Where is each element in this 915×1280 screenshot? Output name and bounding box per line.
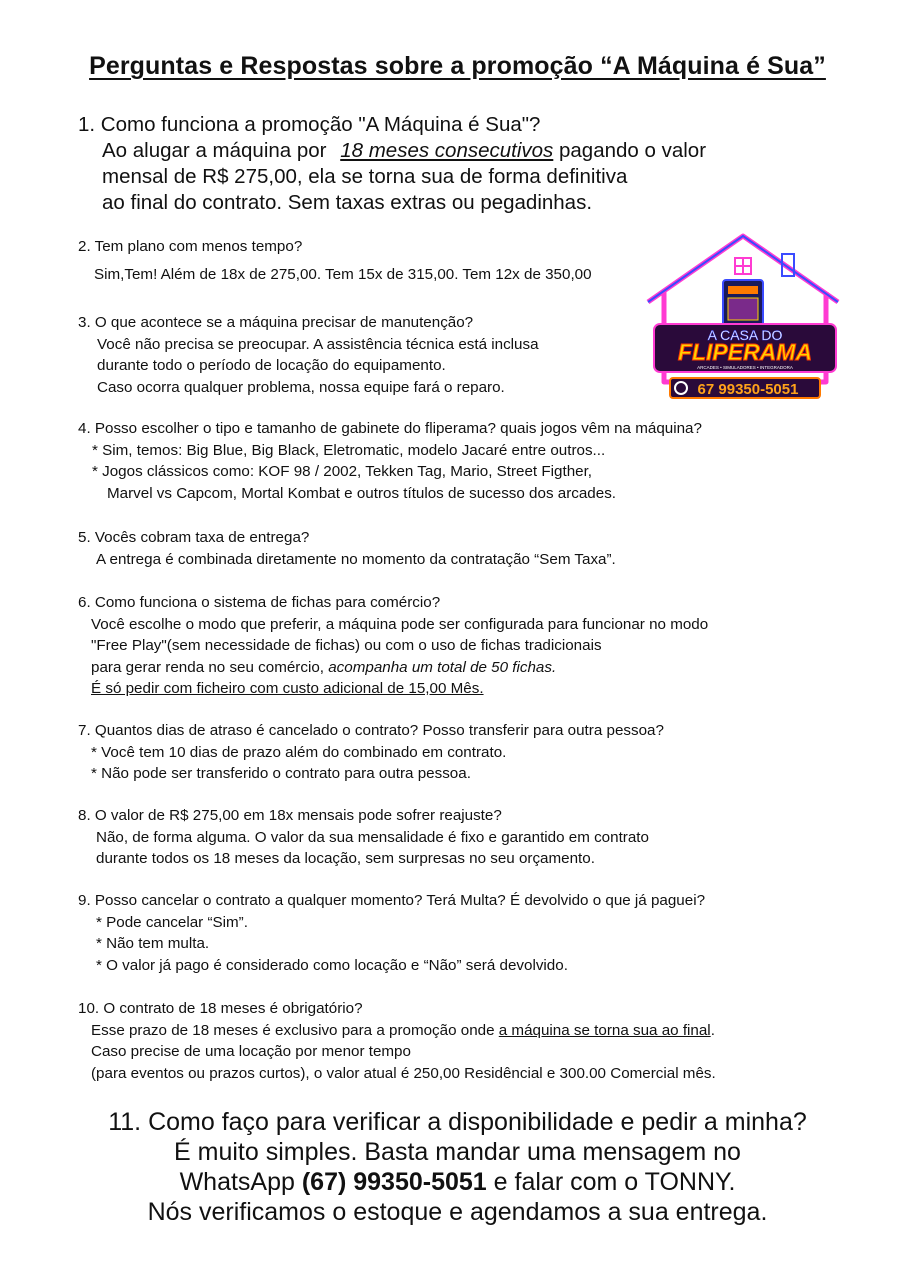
answer-10-line-3: (para eventos ou prazos curtos), o valor atual é 250,00 Residêncial e 300.00 Comercial mês. <box>91 1064 716 1082</box>
answer-4-line-1: * Sim, temos: Big Blue, Big Black, Eletromatic, modelo Jacaré entre outros... <box>92 441 606 459</box>
page-title: Perguntas e Respostas sobre a promoção “A Máquina é Sua” <box>89 52 826 80</box>
faq-item-9 <box>78 890 705 976</box>
faq-item-11 <box>0 1107 915 1227</box>
faq-item-4 <box>78 418 702 504</box>
question-1: 1. Como funciona a promoção "A Máquina é Sua"? <box>78 113 541 136</box>
answer-11-line-2: WhatsApp (67) 99350-5051 e falar com o TONNY. <box>179 1168 736 1196</box>
answer-8-line-1: Não, de forma alguma. O valor da sua mensalidade é fixo e garantido em contrato <box>96 828 649 846</box>
whatsapp-phone: (67) 99350-5051 <box>301 1168 487 1196</box>
answer-3-line-3: Caso ocorra qualquer problema, nossa equipe fará o reparo. <box>97 378 505 396</box>
answer-3-line-2: durante todo o período de locação do equipamento. <box>97 357 446 374</box>
question-5: 5. Vocês cobram taxa de entrega? <box>78 529 310 546</box>
question-8: 8. O valor de R$ 275,00 em 18x mensais pode sofrer reajuste? <box>78 807 502 824</box>
faq-item-10 <box>78 998 716 1084</box>
answer-10-line-1: Esse prazo de 18 meses é exclusivo para a promoção onde a máquina se torna sua ao final. <box>91 1021 715 1039</box>
casa-do-fliperama-logo <box>640 232 850 406</box>
answer-11-line-3: Nós verificamos o estoque e agendamos a sua entrega. <box>147 1198 768 1226</box>
answer-4-line-3: Marvel vs Capcom, Mortal Kombat e outros títulos de sucesso dos arcades. <box>107 484 617 502</box>
answer-1-line-1: Ao alugar a máquina por 18 meses consecutivos pagando o valor <box>102 139 707 162</box>
logo-tagline: ARCADES • SIMULADORES • INTEGRADORA <box>697 365 793 370</box>
logo-phone: 67 99350-5051 <box>697 381 799 398</box>
faq-item-3 <box>78 312 539 398</box>
faq-item-1 <box>78 112 706 216</box>
answer-6-line-1: Você escolhe o modo que preferir, a máquina pode ser configurada para funcionar no modo <box>91 615 709 633</box>
faq-item-6 <box>78 592 708 700</box>
answer-10-line-2: Caso precise de uma locação por menor tempo <box>91 1043 411 1060</box>
answer-2: Sim,Tem! Além de 18x de 275,00. Tem 15x de 315,00. Tem 12x de 350,00 <box>94 265 592 283</box>
question-7: 7. Quantos dias de atraso é cancelado o contrato? Posso transferir para outra pessoa? <box>78 722 664 739</box>
faq-item-2 <box>78 236 592 285</box>
answer-4-line-2: * Jogos clássicos como: KOF 98 / 2002, Tekken Tag, Mario, Street Figther, <box>92 463 593 480</box>
question-11: 11. Como faço para verificar a disponibilidade e pedir a minha? <box>108 1108 807 1136</box>
answer-6-line-4: É só pedir com ficheiro com custo adicional de 15,00 Mês. <box>91 680 484 697</box>
question-2: 2. Tem plano com menos tempo? <box>78 238 303 255</box>
faq-item-8 <box>78 805 649 870</box>
faq-item-5 <box>78 527 616 570</box>
answer-1-line-3: ao final do contrato. Sem taxas extras ou pegadinhas. <box>102 191 593 214</box>
answer-9-line-2: * Não tem multa. <box>96 935 210 952</box>
question-6: 6. Como funciona o sistema de fichas para comércio? <box>78 594 441 611</box>
answer-6-line-2: "Free Play"(sem necessidade de fichas) ou com o uso de fichas tradicionais <box>91 637 602 654</box>
answer-8-line-2: durante todos os 18 meses da locação, sem surpresas no seu orçamento. <box>96 850 595 867</box>
question-9: 9. Posso cancelar o contrato a qualquer momento? Terá Multa? É devolvido o que já paguei? <box>78 892 706 909</box>
question-10: 10. O contrato de 18 meses é obrigatório? <box>78 1000 363 1017</box>
question-3: 3. O que acontece se a máquina precisar de manutenção? <box>78 314 474 331</box>
answer-7-line-2: * Não pode ser transferido o contrato para outra pessoa. <box>91 765 471 782</box>
answer-9-line-1: * Pode cancelar “Sim”. <box>96 913 248 931</box>
logo-line-1: A CASA DO <box>707 327 783 343</box>
answer-3-line-1: Você não precisa se preocupar. A assistência técnica está inclusa <box>97 335 539 353</box>
answer-11-line-1: É muito simples. Basta mandar uma mensagem no <box>174 1138 741 1166</box>
faq-item-7 <box>78 720 664 785</box>
answer-9-line-3: * O valor já pago é considerado como locação e “Não” será devolvido. <box>96 956 568 974</box>
answer-1-line-2: mensal de R$ 275,00, ela se torna sua de forma definitiva <box>102 165 628 188</box>
answer-6-line-3: para gerar renda no seu comércio, acompanha um total de 50 fichas. <box>91 658 557 676</box>
question-4: 4. Posso escolher o tipo e tamanho de gabinete do fliperama? quais jogos vêm na máquina? <box>78 420 702 437</box>
logo-line-2: FLIPERAMA <box>677 339 813 365</box>
answer-7-line-1: * Você tem 10 dias de prazo além do combinado em contrato. <box>91 743 507 761</box>
answer-5: A entrega é combinada diretamente no momento da contratação “Sem Taxa”. <box>96 550 616 568</box>
